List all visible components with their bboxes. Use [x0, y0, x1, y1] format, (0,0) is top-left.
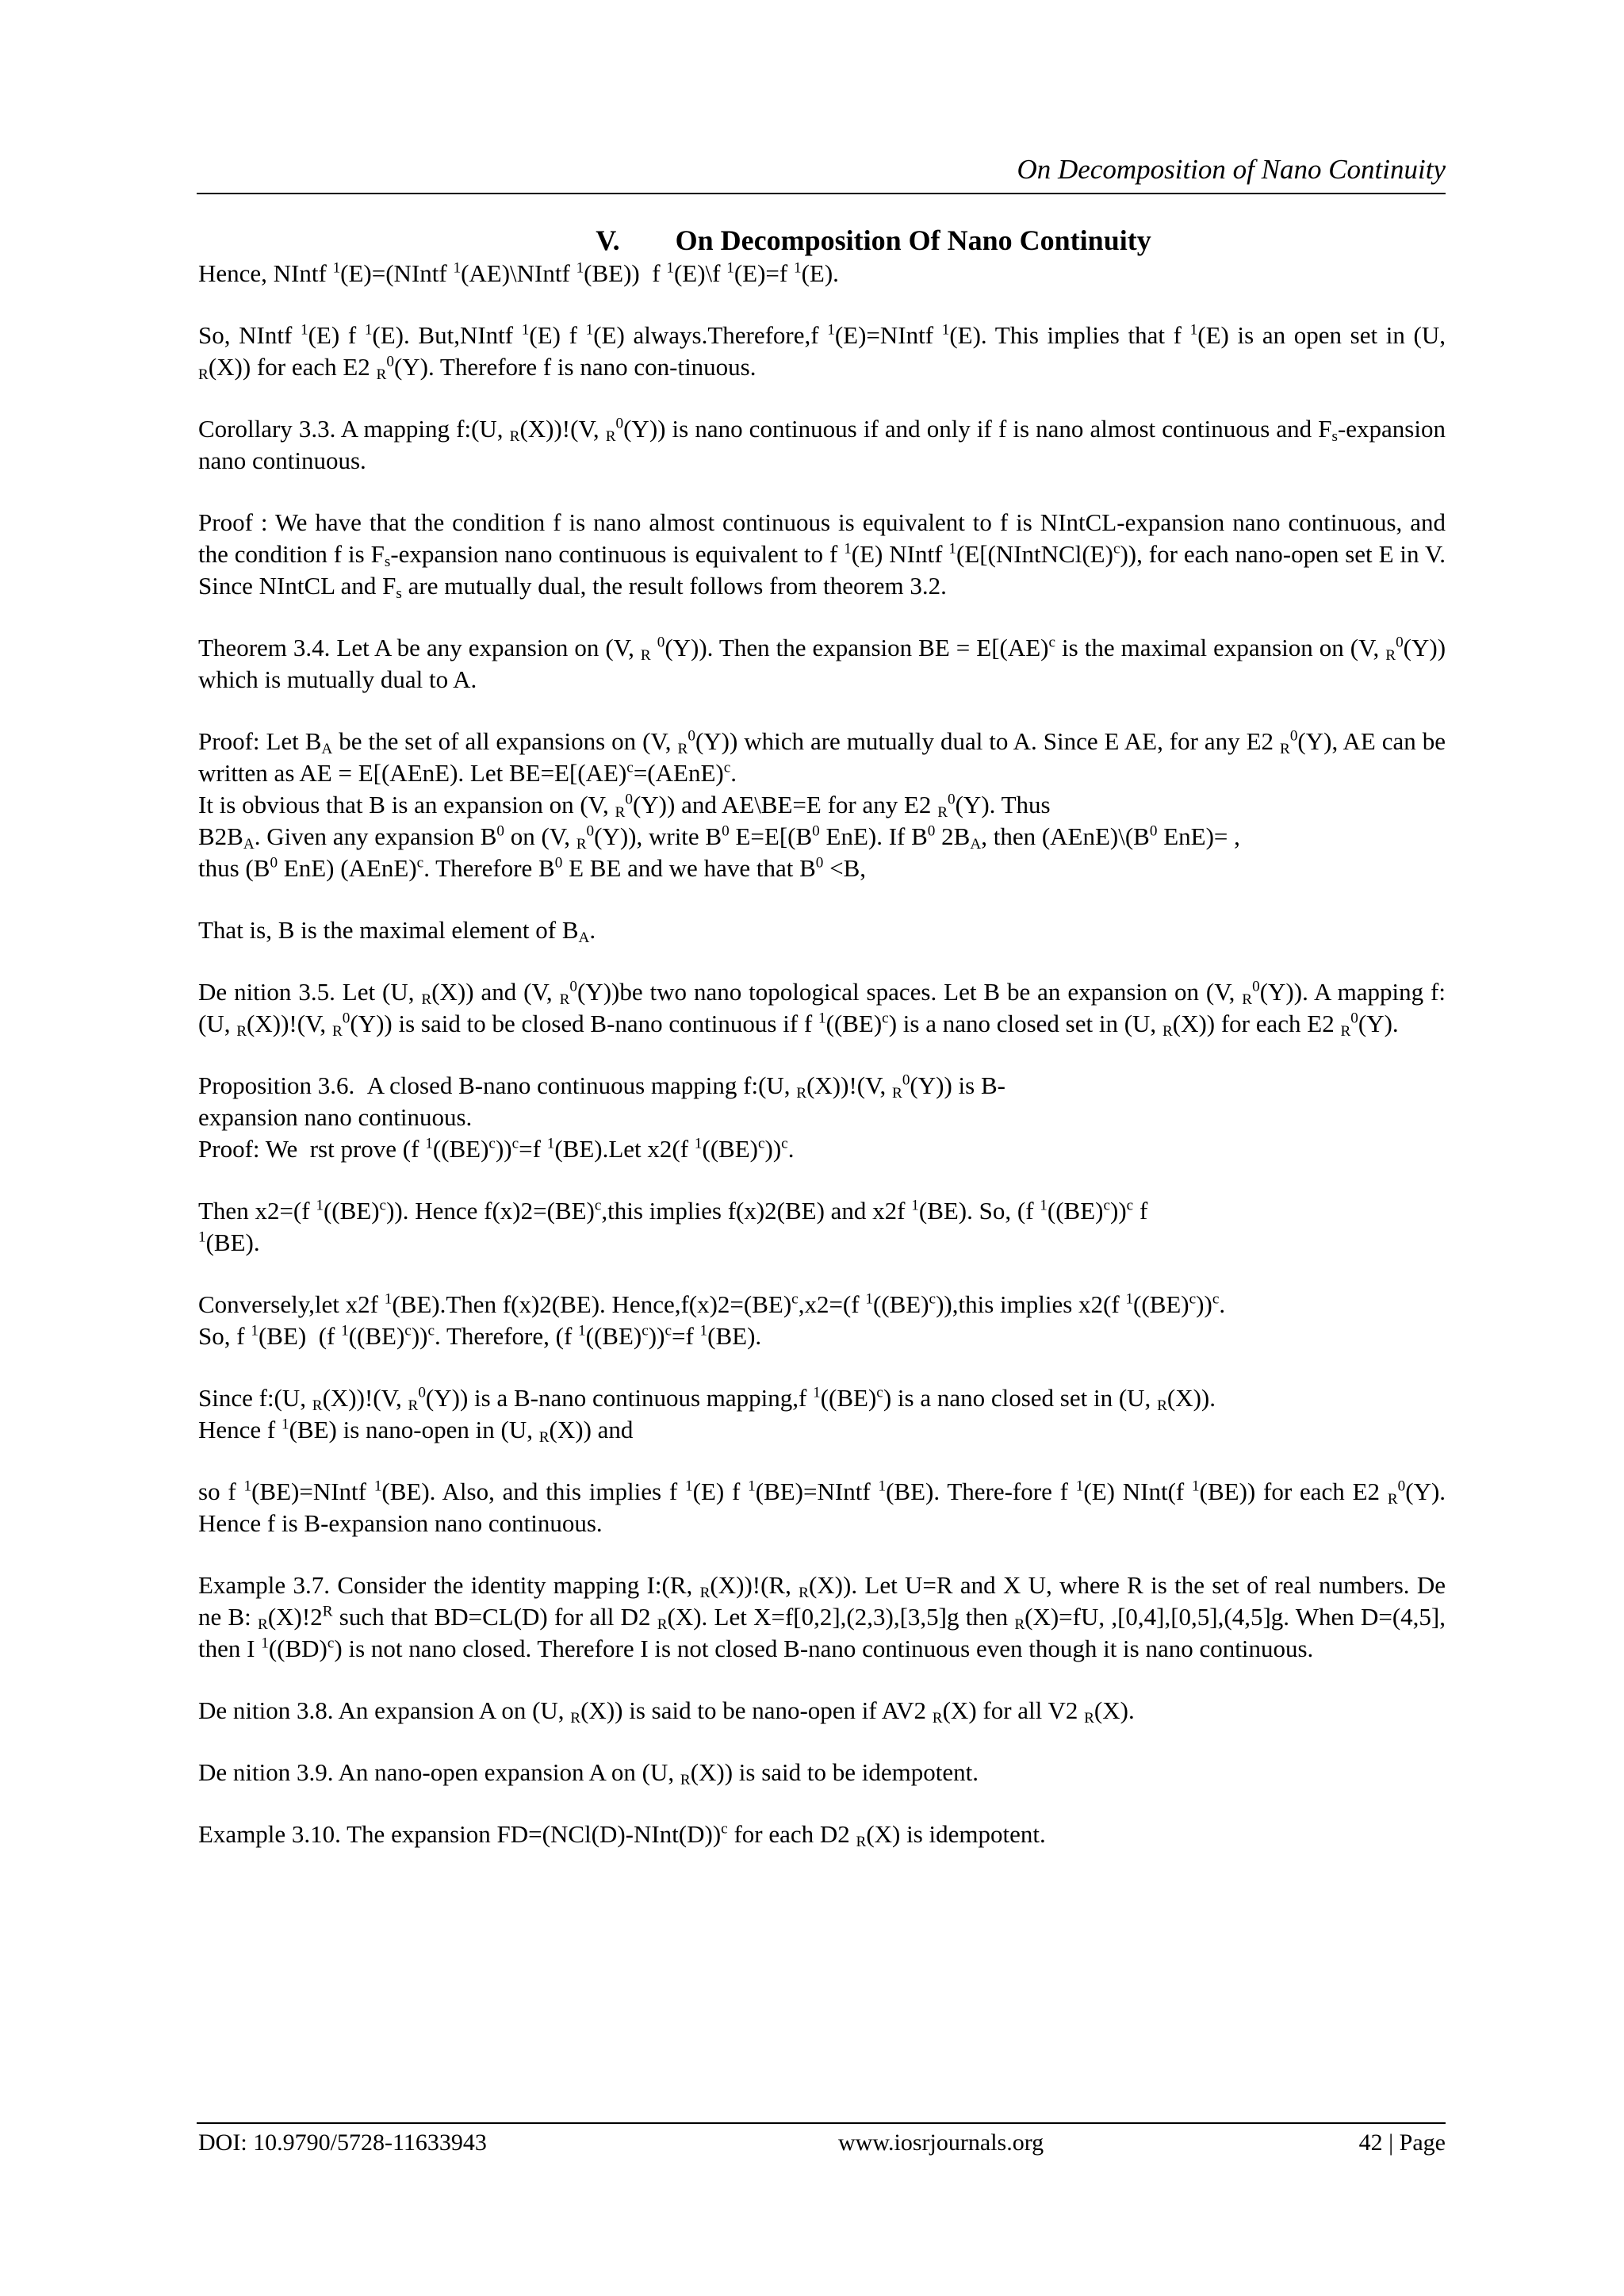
paragraph-theorem-3-4: Theorem 3.4. Let A be any expansion on (V, $_R$ $^0$(Y)). Then the expansion BE = E[(AE)$^c$ is the maximal expansion on (V, $_R^0$(Y)) which is mutually dual to A. [198, 634, 1446, 693]
footer-website: www.iosrjournals.org [838, 2129, 1044, 2156]
section-heading [0, 224, 1624, 257]
paragraph-then-x2: Then x2=(f $^1$((BE)$^c$)). Hence f(x)2=(BE)$^c$,this implies f(x)2(BE) and x2f $^1$(BE). So, (f $^1$((BE)$^c$))$^c$ f $^1$(BE). [198, 1197, 1148, 1256]
paragraph-corollary-3-3: Corollary 3.3. A mapping f:(U, $_R$(X))!(V, $_R^0$(Y)) is nano continuous if and only if f is nano almost continuous and $F_s$-expansion nano continuous. [198, 415, 1446, 474]
paragraph-so-nintf: So, NIntf $^1$(E) f $^1$(E). But,NIntf $^1$(E) f $^1$(E) always.Therefore,f $^1$(E)=NIntf $^1$(E). This implies that f $^1$(E) is an open set in (U, $_R$(X)) for each E2 $_R^0$(Y). Therefore f is nano con-tinuous. [198, 321, 1446, 383]
running-title: On Decomposition of Nano Continuity [1017, 154, 1446, 185]
section-title: On Decomposition Of Nano Continuity [675, 224, 1151, 256]
body-text [198, 258, 1446, 1880]
footer-doi: DOI: 10.9790/5728-11633943 [198, 2129, 487, 2156]
paragraph-so-f: so f $^1$(BE)=NIntf $^1$(BE). Also, and this implies f $^1$(E) f $^1$(BE)=NIntf $^1$(BE). There-fore f $^1$(E) NInt(f $^1$(BE)) for each E2 $_R^0$(Y). Hence f is B-expansion nano continuous. [198, 1478, 1446, 1537]
header-rule [197, 193, 1446, 194]
paragraph-definition-3-9: De nition 3.9. An nano-open expansion A on (U, $_R$(X)) is said to be idempotent. [198, 1758, 979, 1788]
paragraph-definition-3-8: De nition 3.8. An expansion A on (U, $_R$(X)) is said to be nano-open if AV2 $_R$(X) for all V2 $_R$(X). [198, 1696, 1135, 1727]
paragraph-maximal-element: That is, B is the maximal element of $B_A$. [198, 916, 596, 946]
paragraph-example-3-10: Example 3.10. The expansion FD=(NCl(D)-NInt(D))$^c$ for each D2 $_R$(X) is idempotent. [198, 1820, 1046, 1850]
section-number: V. [596, 224, 620, 256]
footer-page-number: 42 | Page [1358, 2129, 1446, 2156]
paragraph-definition-3-5: De nition 3.5. Let (U, $_R$(X)) and (V, $_R^0$(Y))be two nano topological spaces. Let B be an expansion on (V, $_R^0$(Y)). A mapping f:(U, $_R$(X))!(V, $_R^0$(Y)) is said to be closed B-nano continuous if f $^1$((BE)$^c$) is a nano closed set in (U, $_R$(X)) for each E2 $_R^0$(Y). [198, 978, 1446, 1040]
footer-rule [197, 2122, 1446, 2124]
paragraph-example-3-7: Example 3.7. Consider the identity mapping I:(R, $_R$(X))!(R, $_R$(X)). Let U=R and X U, where R is the set of real numbers. De ne B: $_R(X)!2^R$ such that BD=CL(D) for all D2 $_R$(X). Let X=f[0,2],(2,3),[3,5]g then $_R$(X)=fU, ,[0,4],[0,5],(4,5]g. When D=(4,5], then I $^1$((BD)$^c$) is not nano closed. Therefore I is not closed B-nano continuous even though it is nano continuous. [198, 1571, 1446, 1662]
paragraph-since-f: Since f:(U, $_R$(X))!(V, $_R^0$(Y)) is a B-nano continuous mapping,f $^1$((BE)$^c$) is a nano closed set in (U, $_R$(X)). Hence f $^1$(BE) is nano-open in (U, $_R$(X)) and [198, 1384, 1216, 1446]
paragraph-conversely: Conversely,let x2f $^1$(BE).Then f(x)2(BE). Hence,f(x)2=(BE)$^c$,x2=(f $^1$((BE)$^c$)),this implies x2(f $^1$((BE)$^c$))$^c$. So, f $^1$(BE) (f $^1$((BE)$^c$))$^c$. Therefore, (f $^1$((BE)$^c$))$^c$=f $^1$(BE). [198, 1290, 1226, 1350]
paragraph-proof-corollary: Proof : We have that the condition f is nano almost continuous is equivalent to f is NIntCL-expansion nano continuous, and the condition f is $F_s$-expansion nano continuous is equivalent to f $^1$(E) NIntf $^1(E[(NIntNCl(E)^c))$, for each nano-open set E in V. Since NIntCL and $F_s$ are mutually dual, the result follows from theorem 3.2. [198, 508, 1446, 602]
paragraph-hence: Hence, NIntf $^1$(E)=(NIntf $^1$(AE)\NIntf $^1$(BE)) f $^1$(E)\f $^1$(E)=f $^1$(E). [198, 259, 839, 287]
paragraph-proof-theorem: Proof: Let $B_A$ be the set of all expansions on (V, $_R^0$(Y)) which are mutually dual to A. Since E AE, for any E2 $_R^0$(Y), AE can be written as AE = E[(AEnE). Let BE=E[(AE)$^c$=(AEnE)$^c$. It is obvious that B is an expansion on (V, $_R^0$(Y)) and AE\BE=E for any E2 $_R^0$(Y). Thus $B2B_A$. Given any expansion $B^0$ on (V, $_R^0$(Y)), write $B^0$ $E=E[(B^0$ EnE). If $B^0$ $2B_A$, then $(AEnE)\backslash(B^0$ EnE)= , thus ($B^0$ EnE) (AEnE)$^c$. Therefore $B^0$ E BE and we have that $B^0 <B$, [198, 727, 1446, 882]
paragraph-proposition-3-6: Proposition 3.6. A closed B-nano continuous mapping f:(U, $_R$(X))!(V, $_R^0$(Y)) is B- expansion nano continuous. Proof: We rst prove (f $^1$((BE)$^c$))$^c$=f $^1$(BE).Let x2(f $^1$((BE)$^c$))$^c$. [198, 1071, 1005, 1163]
